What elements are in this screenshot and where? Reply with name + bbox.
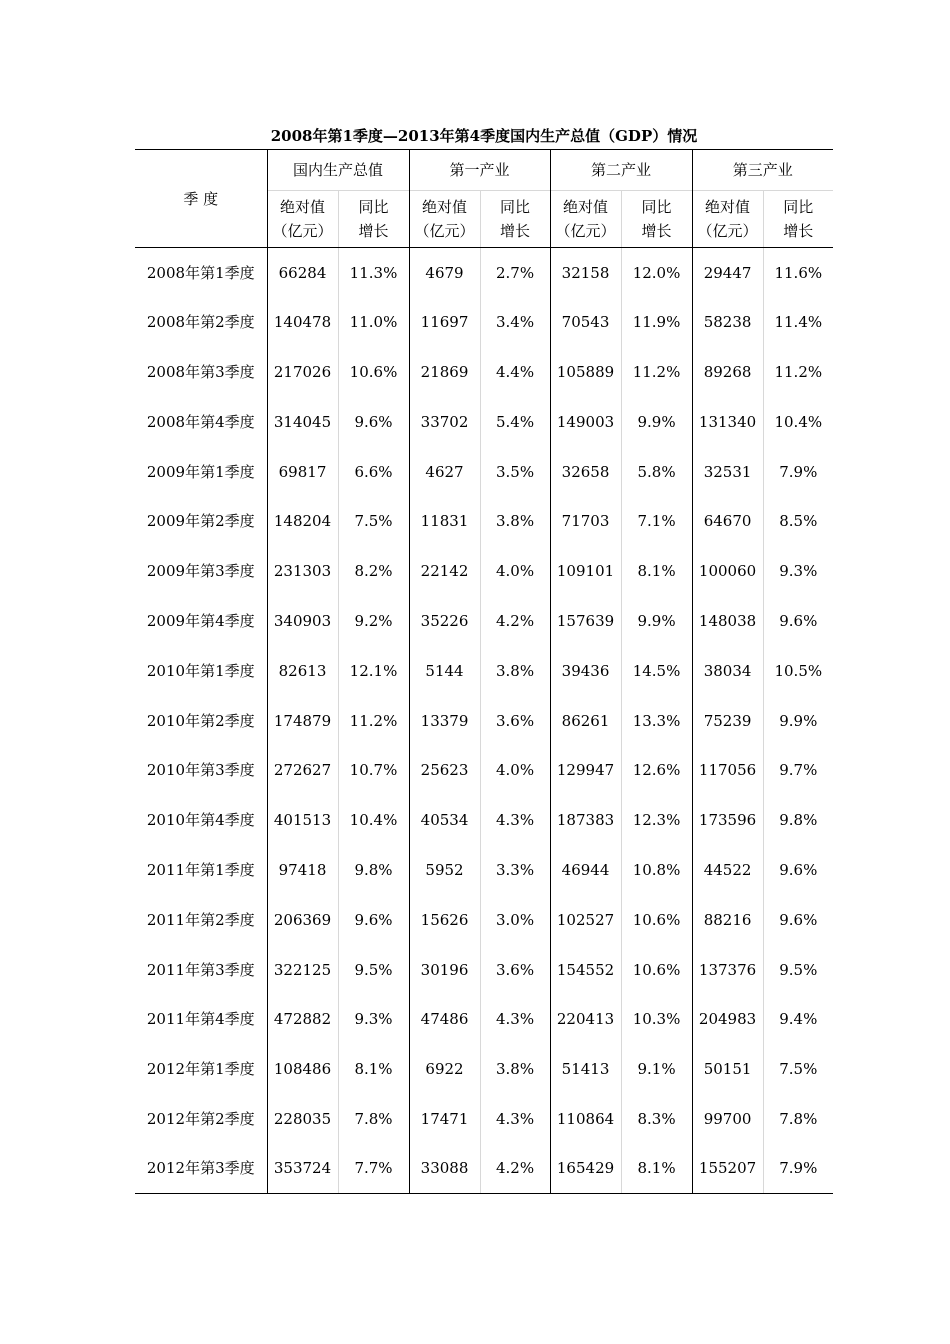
table-row — [135, 845, 833, 895]
quarter-label: 2010年第4季度 — [146, 811, 255, 830]
gdp-table — [135, 149, 833, 1194]
quarter-label: 2010年第2季度 — [146, 711, 255, 730]
cell-yoy-growth: 9.9% — [621, 397, 692, 447]
cell-absolute-value: 173596 — [692, 795, 763, 845]
cell-absolute-value: 148038 — [692, 596, 763, 646]
table-row — [135, 646, 833, 696]
cell-yoy-growth: 10.8% — [621, 845, 692, 895]
cell-yoy-growth: 10.6% — [621, 895, 692, 945]
cell-absolute-value: 82613 — [267, 646, 338, 696]
cell-absolute-value: 5952 — [409, 845, 480, 895]
cell-absolute-value: 217026 — [267, 347, 338, 397]
cell-absolute-value: 102527 — [550, 895, 621, 945]
subheader-absolute-line2: （亿元） — [272, 222, 333, 240]
subheader-absolute-value — [409, 191, 480, 248]
cell-absolute-value: 29447 — [692, 248, 763, 298]
cell-absolute-value: 32658 — [550, 447, 621, 497]
cell-absolute-value: 17471 — [409, 1094, 480, 1144]
cell-absolute-value: 69817 — [267, 447, 338, 497]
cell-yoy-growth: 9.8% — [763, 795, 833, 845]
cell-yoy-growth: 11.4% — [763, 297, 833, 347]
table-row — [135, 696, 833, 746]
quarter-label: 2010年第1季度 — [146, 661, 255, 680]
quarter-label: 2011年第4季度 — [146, 1010, 255, 1029]
cell-yoy-growth: 11.2% — [621, 347, 692, 397]
cell-yoy-growth: 10.4% — [763, 397, 833, 447]
cell-absolute-value: 5144 — [409, 646, 480, 696]
cell-absolute-value: 228035 — [267, 1094, 338, 1144]
cell-yoy-growth: 7.8% — [338, 1094, 409, 1144]
cell-absolute-value: 272627 — [267, 745, 338, 795]
table-row — [135, 496, 833, 546]
cell-yoy-growth: 9.6% — [763, 596, 833, 646]
cell-yoy-growth: 3.8% — [480, 646, 550, 696]
cell-yoy-growth: 4.2% — [480, 596, 550, 646]
cell-yoy-growth: 9.9% — [621, 596, 692, 646]
cell-absolute-value: 88216 — [692, 895, 763, 945]
quarter-label: 2012年第1季度 — [146, 1060, 255, 1079]
cell-yoy-growth: 8.2% — [338, 546, 409, 596]
cell-yoy-growth: 9.5% — [763, 945, 833, 995]
cell-absolute-value: 154552 — [550, 945, 621, 995]
subheader-yoy-line2: 增长 — [358, 222, 389, 240]
cell-absolute-value: 108486 — [267, 1044, 338, 1094]
cell-absolute-value: 131340 — [692, 397, 763, 447]
cell-yoy-growth: 11.0% — [338, 297, 409, 347]
subheader-yoy-growth — [480, 191, 550, 248]
cell-yoy-growth: 9.2% — [338, 596, 409, 646]
header-row-groups — [135, 150, 833, 191]
cell-yoy-growth: 6.6% — [338, 447, 409, 497]
subheader-absolute-value — [267, 191, 338, 248]
cell-yoy-growth: 4.0% — [480, 546, 550, 596]
quarter-label: 2012年第3季度 — [135, 1144, 267, 1194]
cell-absolute-value: 140478 — [267, 297, 338, 347]
cell-absolute-value: 32158 — [550, 248, 621, 298]
table-row — [135, 447, 833, 497]
table-row — [135, 1094, 833, 1144]
cell-yoy-growth: 9.6% — [338, 895, 409, 945]
cell-absolute-value: 33702 — [409, 397, 480, 447]
cell-absolute-value: 32531 — [692, 447, 763, 497]
cell-yoy-growth: 9.3% — [763, 546, 833, 596]
cell-yoy-growth: 9.6% — [763, 845, 833, 895]
cell-yoy-growth: 10.6% — [621, 945, 692, 995]
cell-yoy-growth: 8.1% — [621, 546, 692, 596]
subheader-absolute-value — [692, 191, 763, 248]
cell-absolute-value: 11831 — [409, 496, 480, 546]
cell-yoy-growth: 12.1% — [338, 646, 409, 696]
table-row — [135, 397, 833, 447]
cell-yoy-growth: 12.0% — [621, 248, 692, 298]
cell-absolute-value: 89268 — [692, 347, 763, 397]
cell-absolute-value: 11697 — [409, 297, 480, 347]
subheader-yoy-growth — [763, 191, 833, 248]
quarter-label: 2008年第3季度 — [146, 362, 255, 381]
quarter-label: 2008年第2季度 — [146, 313, 255, 332]
cell-yoy-growth: 8.1% — [621, 1144, 692, 1194]
cell-absolute-value: 129947 — [550, 745, 621, 795]
quarter-label: 2011年第1季度 — [146, 860, 255, 879]
subheader-yoy-growth — [621, 191, 692, 248]
cell-absolute-value: 71703 — [550, 496, 621, 546]
cell-yoy-growth: 9.6% — [763, 895, 833, 945]
cell-yoy-growth: 3.0% — [480, 895, 550, 945]
cell-absolute-value: 44522 — [692, 845, 763, 895]
table-row — [135, 347, 833, 397]
cell-yoy-growth: 10.4% — [338, 795, 409, 845]
table-row — [135, 795, 833, 845]
cell-yoy-growth: 3.5% — [480, 447, 550, 497]
quarter-label: 2010年第3季度 — [146, 761, 255, 780]
cell-yoy-growth: 9.1% — [621, 1044, 692, 1094]
header-primary-industry: 第一产业 — [409, 150, 550, 191]
cell-absolute-value: 21869 — [409, 347, 480, 397]
cell-yoy-growth: 8.3% — [621, 1094, 692, 1144]
quarter-label: 2012年第2季度 — [146, 1109, 255, 1128]
cell-yoy-growth: 4.3% — [480, 795, 550, 845]
cell-yoy-growth: 7.5% — [338, 496, 409, 546]
cell-absolute-value: 15626 — [409, 895, 480, 945]
table-body — [135, 248, 833, 1194]
cell-yoy-growth: 13.3% — [621, 696, 692, 746]
cell-absolute-value: 314045 — [267, 397, 338, 447]
table-row — [135, 1044, 833, 1094]
cell-yoy-growth: 8.5% — [763, 496, 833, 546]
cell-yoy-growth: 3.6% — [480, 696, 550, 746]
cell-absolute-value: 353724 — [267, 1144, 338, 1194]
cell-absolute-value: 401513 — [267, 795, 338, 845]
subheader-absolute-line1: 绝对值 — [705, 198, 751, 216]
table-row — [135, 546, 833, 596]
header-season: 季 度 — [135, 150, 267, 248]
cell-absolute-value: 117056 — [692, 745, 763, 795]
header-tertiary-industry: 第三产业 — [692, 150, 833, 191]
cell-yoy-growth: 9.3% — [338, 994, 409, 1044]
cell-absolute-value: 66284 — [267, 248, 338, 298]
cell-yoy-growth: 3.4% — [480, 297, 550, 347]
cell-yoy-growth: 5.8% — [621, 447, 692, 497]
subheader-yoy-line2: 增长 — [641, 222, 672, 240]
cell-yoy-growth: 10.6% — [338, 347, 409, 397]
cell-absolute-value: 13379 — [409, 696, 480, 746]
header-secondary-industry: 第二产业 — [550, 150, 692, 191]
cell-yoy-growth: 3.6% — [480, 945, 550, 995]
cell-yoy-growth: 11.9% — [621, 297, 692, 347]
subheader-absolute-value — [550, 191, 621, 248]
subheader-absolute-line2: （亿元） — [697, 222, 758, 240]
cell-absolute-value: 75239 — [692, 696, 763, 746]
cell-absolute-value: 157639 — [550, 596, 621, 646]
cell-yoy-growth: 11.3% — [338, 248, 409, 298]
cell-absolute-value: 137376 — [692, 945, 763, 995]
cell-absolute-value: 206369 — [267, 895, 338, 945]
cell-yoy-growth: 8.1% — [338, 1044, 409, 1094]
cell-yoy-growth: 7.5% — [763, 1044, 833, 1094]
subheader-absolute-line1: 绝对值 — [563, 198, 609, 216]
cell-yoy-growth: 14.5% — [621, 646, 692, 696]
cell-absolute-value: 148204 — [267, 496, 338, 546]
cell-absolute-value: 109101 — [550, 546, 621, 596]
table-row — [135, 596, 833, 646]
cell-yoy-growth: 7.9% — [763, 1144, 833, 1194]
subheader-yoy-line1: 同比 — [641, 198, 672, 216]
table-title: 2008年第1季度—2013年第4季度国内生产总值（GDP）情况 — [270, 127, 698, 145]
cell-yoy-growth: 10.7% — [338, 745, 409, 795]
cell-absolute-value: 100060 — [692, 546, 763, 596]
cell-absolute-value: 6922 — [409, 1044, 480, 1094]
cell-yoy-growth: 12.6% — [621, 745, 692, 795]
cell-yoy-growth: 5.4% — [480, 397, 550, 447]
cell-absolute-value: 99700 — [692, 1094, 763, 1144]
cell-absolute-value: 231303 — [267, 546, 338, 596]
cell-absolute-value: 322125 — [267, 945, 338, 995]
cell-yoy-growth: 9.9% — [763, 696, 833, 746]
cell-absolute-value: 50151 — [692, 1044, 763, 1094]
cell-yoy-growth: 9.4% — [763, 994, 833, 1044]
cell-absolute-value: 47486 — [409, 994, 480, 1044]
cell-yoy-growth: 7.7% — [338, 1144, 409, 1194]
cell-absolute-value: 97418 — [267, 845, 338, 895]
cell-absolute-value: 25623 — [409, 745, 480, 795]
quarter-label: 2009年第2季度 — [146, 512, 255, 531]
subheader-yoy-line1: 同比 — [500, 198, 531, 216]
cell-yoy-growth: 4.4% — [480, 347, 550, 397]
subheader-absolute-line2: （亿元） — [555, 222, 616, 240]
cell-absolute-value: 70543 — [550, 297, 621, 347]
cell-absolute-value: 33088 — [409, 1144, 480, 1194]
subheader-yoy-line1: 同比 — [358, 198, 389, 216]
cell-absolute-value: 30196 — [409, 945, 480, 995]
table-row — [135, 945, 833, 995]
quarter-label: 2008年第1季度 — [146, 263, 255, 282]
subheader-absolute-line1: 绝对值 — [422, 198, 468, 216]
table-row — [135, 1144, 833, 1194]
cell-absolute-value: 39436 — [550, 646, 621, 696]
quarter-label: 2011年第2季度 — [146, 910, 255, 929]
cell-yoy-growth: 7.9% — [763, 447, 833, 497]
subheader-yoy-line2: 增长 — [500, 222, 531, 240]
cell-absolute-value: 64670 — [692, 496, 763, 546]
quarter-label: 2009年第3季度 — [146, 562, 255, 581]
cell-yoy-growth: 7.8% — [763, 1094, 833, 1144]
quarter-label: 2011年第3季度 — [146, 960, 255, 979]
cell-absolute-value: 38034 — [692, 646, 763, 696]
cell-yoy-growth: 2.7% — [480, 248, 550, 298]
subheader-yoy-line1: 同比 — [783, 198, 814, 216]
cell-yoy-growth: 4.0% — [480, 745, 550, 795]
cell-absolute-value: 4679 — [409, 248, 480, 298]
table-row — [135, 745, 833, 795]
cell-absolute-value: 110864 — [550, 1094, 621, 1144]
cell-yoy-growth: 3.8% — [480, 1044, 550, 1094]
cell-yoy-growth: 9.6% — [338, 397, 409, 447]
subheader-absolute-line1: 绝对值 — [279, 198, 325, 216]
cell-yoy-growth: 3.3% — [480, 845, 550, 895]
cell-absolute-value: 165429 — [550, 1144, 621, 1194]
cell-absolute-value: 40534 — [409, 795, 480, 845]
table-row — [135, 994, 833, 1044]
cell-absolute-value: 155207 — [692, 1144, 763, 1194]
cell-yoy-growth: 11.2% — [763, 347, 833, 397]
subheader-yoy-growth — [338, 191, 409, 248]
cell-yoy-growth: 10.5% — [763, 646, 833, 696]
subheader-absolute-line2: （亿元） — [414, 222, 475, 240]
cell-yoy-growth: 7.1% — [621, 496, 692, 546]
quarter-label: 2009年第1季度 — [146, 462, 255, 481]
cell-absolute-value: 340903 — [267, 596, 338, 646]
cell-absolute-value: 58238 — [692, 297, 763, 347]
cell-absolute-value: 220413 — [550, 994, 621, 1044]
cell-absolute-value: 472882 — [267, 994, 338, 1044]
table-row — [135, 297, 833, 347]
cell-absolute-value: 86261 — [550, 696, 621, 746]
cell-absolute-value: 35226 — [409, 596, 480, 646]
cell-absolute-value: 22142 — [409, 546, 480, 596]
subheader-yoy-line2: 增长 — [783, 222, 814, 240]
cell-absolute-value: 46944 — [550, 845, 621, 895]
cell-yoy-growth: 9.8% — [338, 845, 409, 895]
cell-absolute-value: 149003 — [550, 397, 621, 447]
cell-yoy-growth: 11.2% — [338, 696, 409, 746]
table-row — [135, 248, 833, 298]
cell-absolute-value: 187383 — [550, 795, 621, 845]
cell-yoy-growth: 11.6% — [763, 248, 833, 298]
quarter-label: 2008年第4季度 — [146, 412, 255, 431]
cell-absolute-value: 204983 — [692, 994, 763, 1044]
cell-absolute-value: 105889 — [550, 347, 621, 397]
header-gdp: 国内生产总值 — [267, 150, 409, 191]
cell-absolute-value: 4627 — [409, 447, 480, 497]
table-row — [135, 895, 833, 945]
cell-absolute-value: 51413 — [550, 1044, 621, 1094]
cell-yoy-growth: 3.8% — [480, 496, 550, 546]
quarter-label: 2009年第4季度 — [146, 611, 255, 630]
cell-absolute-value: 174879 — [267, 696, 338, 746]
cell-yoy-growth: 4.2% — [480, 1144, 550, 1194]
cell-yoy-growth: 12.3% — [621, 795, 692, 845]
cell-yoy-growth: 4.3% — [480, 994, 550, 1044]
cell-yoy-growth: 10.3% — [621, 994, 692, 1044]
cell-yoy-growth: 9.7% — [763, 745, 833, 795]
cell-yoy-growth: 9.5% — [338, 945, 409, 995]
cell-yoy-growth: 4.3% — [480, 1094, 550, 1144]
